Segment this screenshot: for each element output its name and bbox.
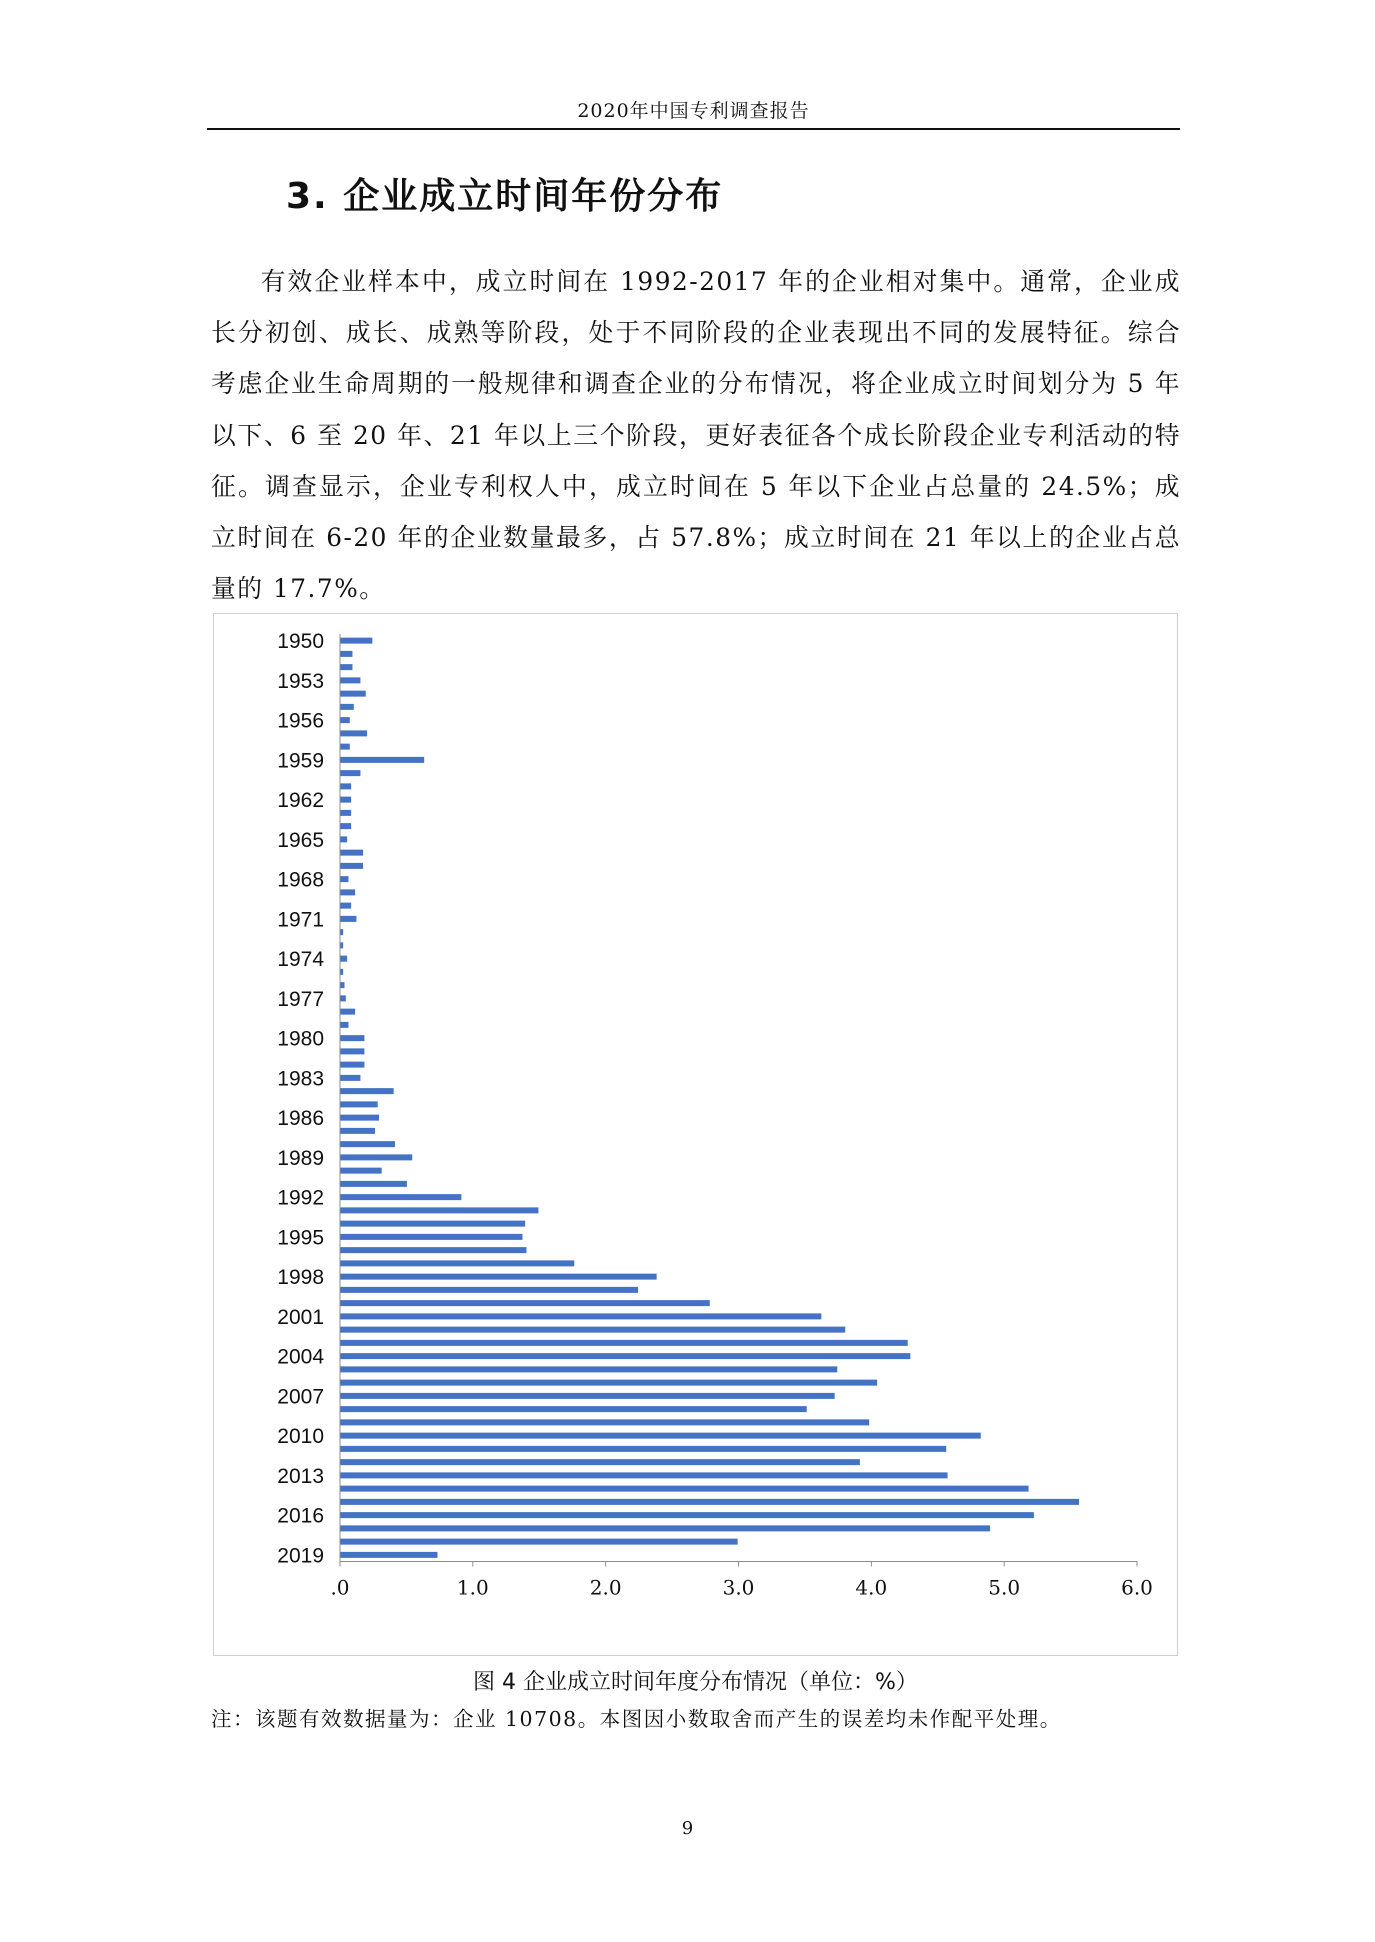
bar-2009	[341, 1419, 870, 1425]
bar-1988	[341, 1141, 395, 1147]
y-tick-label-2001: 2001	[277, 1305, 324, 1329]
page-number: 9	[681, 1818, 694, 1839]
bar-1991	[341, 1181, 407, 1187]
bar-1974	[341, 956, 348, 962]
bar-1957	[341, 730, 368, 736]
bar-1985	[341, 1101, 378, 1107]
y-tick-label-1992: 1992	[277, 1186, 324, 1210]
y-tick-label-1980: 1980	[277, 1027, 324, 1051]
section-title: 3. 企业成立时间年份分布	[286, 176, 724, 217]
bar-2017	[341, 1525, 991, 1531]
figure-caption: 图 4 企业成立时间年度分布情况（单位：%）	[473, 1670, 918, 1695]
bar-1969	[341, 889, 356, 895]
bar-1981	[341, 1048, 365, 1054]
bar-1952	[341, 664, 353, 670]
bar-1975	[341, 969, 344, 975]
y-tick-label-1986: 1986	[277, 1107, 324, 1131]
x-tick-label-3: 3.0	[722, 1575, 755, 1600]
bar-1973	[341, 942, 344, 948]
bar-1983	[341, 1075, 361, 1081]
y-tick-label-1977: 1977	[277, 987, 324, 1011]
y-tick-label-1971: 1971	[277, 908, 324, 932]
bar-1999	[341, 1287, 639, 1293]
x-tick-label-2: 2.0	[589, 1575, 622, 1600]
bar-1998	[341, 1274, 657, 1280]
y-tick-label-1953: 1953	[277, 669, 324, 693]
bar-1997	[341, 1260, 575, 1266]
x-tick-label-0: .0	[330, 1575, 350, 1600]
chart-frame	[213, 613, 1178, 1656]
y-tick-label-1968: 1968	[277, 868, 324, 892]
bar-1966	[341, 850, 364, 856]
y-tick-label-2016: 2016	[277, 1504, 324, 1528]
bar-1964	[341, 823, 352, 829]
bar-1950	[341, 638, 373, 644]
bar-1959	[341, 757, 425, 763]
bar-series	[341, 638, 1080, 1558]
bar-1989	[341, 1154, 413, 1160]
bar-1984	[341, 1088, 394, 1094]
y-tick-label-2019: 2019	[277, 1544, 324, 1568]
bar-1977	[341, 995, 346, 1001]
bar-1986	[341, 1115, 380, 1121]
y-tick-label-1962: 1962	[277, 789, 324, 813]
bar-2001	[341, 1313, 822, 1319]
bar-2016	[341, 1512, 1034, 1518]
bar-2015	[341, 1499, 1080, 1505]
bar-2014	[341, 1486, 1029, 1492]
bar-1996	[341, 1247, 527, 1253]
bar-1970	[341, 903, 352, 909]
bar-2011	[341, 1446, 947, 1452]
bar-1976	[341, 982, 345, 988]
bar-1995	[341, 1234, 523, 1240]
bar-1967	[341, 863, 364, 869]
bar-1953	[341, 677, 361, 683]
x-axis-labels	[330, 1576, 1152, 1600]
y-tick-label-2007: 2007	[277, 1385, 324, 1409]
bar-chart	[214, 614, 1177, 1655]
y-tick-label-1998: 1998	[277, 1266, 324, 1290]
y-tick-label-1989: 1989	[277, 1146, 324, 1170]
bar-1954	[341, 691, 366, 697]
bar-2012	[341, 1459, 860, 1465]
bar-2010	[341, 1433, 981, 1439]
bar-2007	[341, 1393, 835, 1399]
bar-1962	[341, 797, 352, 803]
header-rule	[207, 128, 1180, 130]
bar-2006	[341, 1380, 878, 1386]
bar-2002	[341, 1327, 846, 1333]
bar-2019	[341, 1552, 438, 1558]
y-tick-label-2010: 2010	[277, 1425, 324, 1449]
y-tick-label-1983: 1983	[277, 1067, 324, 1091]
bar-1979	[341, 1022, 349, 1028]
bar-1961	[341, 783, 352, 789]
bar-1990	[341, 1168, 382, 1174]
bar-1978	[341, 1009, 356, 1015]
body-paragraph: 有效企业样本中，成立时间在 1992-2017 年的企业相对集中。通常，企业成长分初创、成长、成熟等阶段，处于不同阶段的企业表现出不同的发展特征。综合考虑企业生命周期的一般规律和调查企业的分布情况，将企业成立时间划分为 5 年以下、6 至 20 年、21 年以上三个阶段，更好表征各个成长阶段企业专利活动的特征。调查显示，企业专利权人中，成立时间在 5 年以下企业占总量的 24.5%；成立时间在 6-20 年的企业数量最多，占 57.8%；成立时间在 21 年以上的企业占总量的 17.7%。	[211, 267, 1181, 604]
bar-2013	[341, 1472, 948, 1478]
y-tick-label-1974: 1974	[277, 948, 324, 972]
bar-2003	[341, 1340, 908, 1346]
y-axis-labels	[277, 630, 324, 1567]
axes	[340, 634, 1137, 1567]
bar-1987	[341, 1128, 376, 1134]
bar-1982	[341, 1062, 365, 1068]
y-tick-label-1995: 1995	[277, 1226, 324, 1250]
figure-note: 注：该题有效数据量为：企业 10708。本图因小数取舍而产生的误差均未作配平处理。	[211, 1707, 1062, 1731]
x-tick-label-6: 6.0	[1121, 1575, 1153, 1600]
bar-1963	[341, 810, 352, 816]
bar-1968	[341, 876, 349, 882]
bar-1993	[341, 1207, 539, 1213]
bar-1958	[341, 744, 350, 750]
bar-1994	[341, 1221, 526, 1227]
bar-1980	[341, 1035, 365, 1041]
bar-1992	[341, 1194, 462, 1200]
y-tick-label-1950: 1950	[277, 630, 324, 654]
y-tick-label-1959: 1959	[277, 749, 324, 773]
bar-2000	[341, 1300, 710, 1306]
x-tick-label-5: 5.0	[988, 1575, 1021, 1600]
bar-2008	[341, 1406, 807, 1412]
bar-1951	[341, 651, 353, 657]
x-tick-label-1: 1.0	[456, 1575, 489, 1600]
x-tick-label-4: 4.0	[855, 1575, 888, 1600]
y-tick-label-2004: 2004	[277, 1345, 324, 1369]
y-tick-label-2013: 2013	[277, 1464, 324, 1488]
bar-1971	[341, 916, 357, 922]
bar-2018	[341, 1539, 738, 1545]
y-tick-label-1956: 1956	[277, 709, 324, 733]
y-tick-label-1965: 1965	[277, 828, 324, 852]
bar-1972	[341, 929, 344, 935]
bar-1960	[341, 770, 361, 776]
bar-2005	[341, 1366, 838, 1372]
running-header: 2020年中国专利调查报告	[577, 100, 810, 122]
bar-1965	[341, 836, 348, 842]
bar-1956	[341, 717, 350, 723]
bar-1955	[341, 704, 354, 710]
bar-2004	[341, 1353, 911, 1359]
